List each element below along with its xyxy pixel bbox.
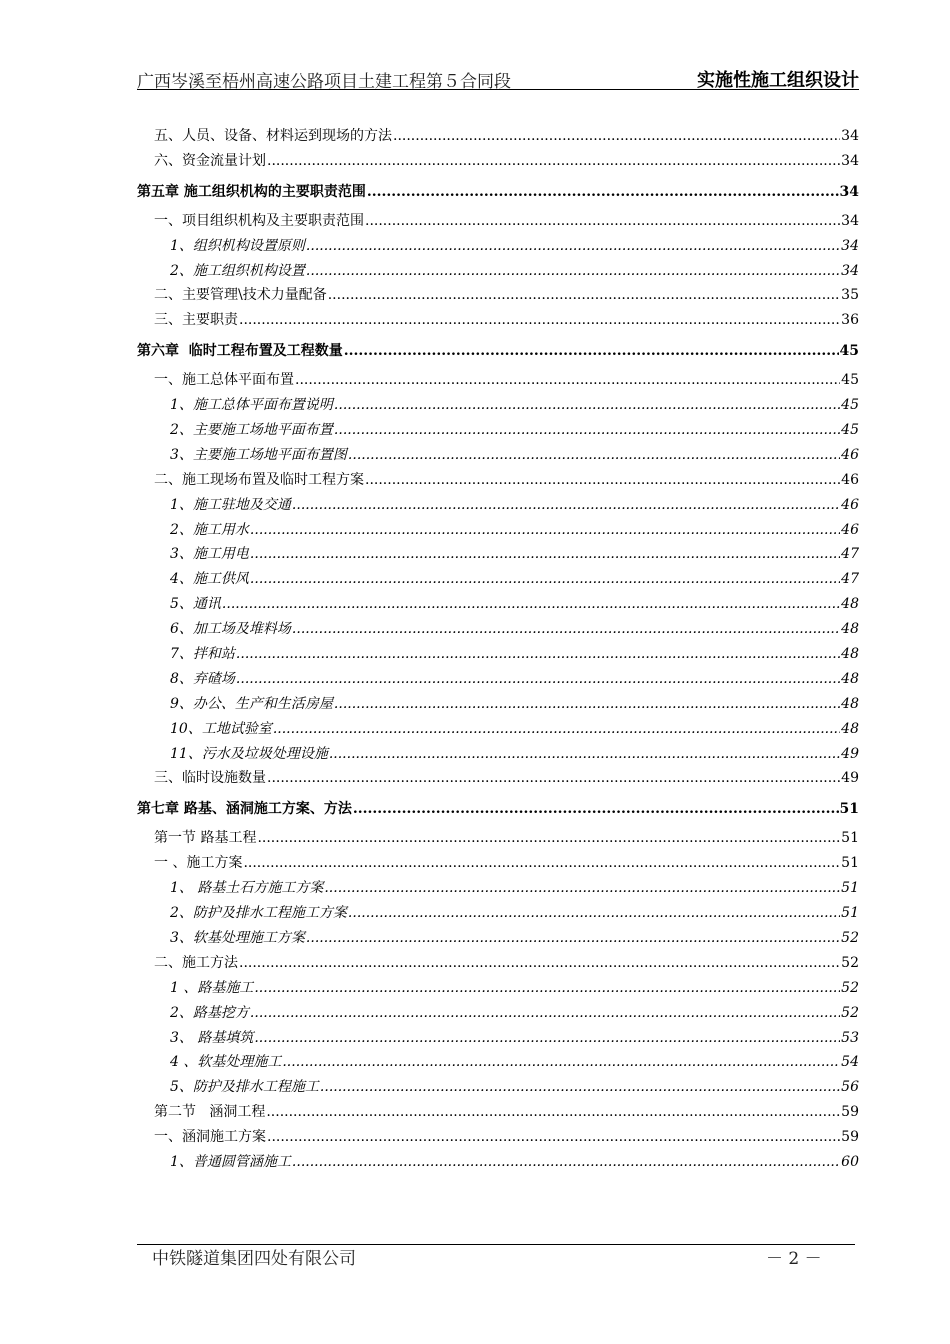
toc-dot-leader [236,642,840,667]
toc-entry-title: 3、主要施工场地平面布置图 [170,446,347,463]
toc-entry[interactable] [137,393,859,418]
toc-entry-title: 第二节 涵洞工程 [154,1104,266,1121]
toc-dot-leader [353,792,839,826]
toc-entry-page: 48 [841,621,859,638]
page-header [137,63,859,90]
toc-entry-title: 2、防护及排水工程施工方案 [170,905,347,922]
toc-entry[interactable] [137,518,859,543]
toc-entry-title: 二、施工方法 [154,954,238,971]
toc-entry[interactable] [137,368,859,393]
toc-entry-page: 45 [841,422,859,439]
toc-entry-title: 2、路基挖方 [170,1004,249,1021]
toc-entry-title: 第五章 施工组织机构的主要职责范围 [137,183,366,200]
toc-entry-page: 34 [839,183,859,200]
toc-dot-leader [306,259,840,284]
toc-dot-leader [266,1100,840,1125]
toc-entry-page: 46 [841,496,859,513]
toc-dot-leader [295,368,840,393]
toc-dot-leader [365,468,840,493]
toc-dot-leader [267,1125,840,1150]
toc-entry-title: 3、 路基填筑 [170,1029,254,1046]
toc-entry[interactable] [137,851,859,876]
toc-entry-title: 三、主要职责 [154,312,238,329]
toc-entry-title: 五、人员、设备、材料运到现场的方法 [154,128,392,144]
toc-entry-title: 5、防护及排水工程施工 [170,1079,319,1096]
toc-entry[interactable] [137,124,859,149]
toc-entry-page: 54 [841,1054,859,1071]
toc-dot-leader [334,393,840,418]
toc-entry-title: 1、组织机构设置原则 [170,237,305,254]
toc-entry-page: 34 [841,128,859,144]
toc-entry-page: 52 [841,979,859,996]
toc-entry-page: 35 [841,287,859,304]
toc-entry[interactable] [137,692,859,717]
toc-entry-page: 47 [841,546,859,563]
toc-entry[interactable] [137,1125,859,1150]
toc-entry-title: 2、施工组织机构设置 [170,262,305,279]
toc-entry-page: 48 [841,670,859,687]
toc-entry[interactable] [137,667,859,692]
toc-entry[interactable] [137,283,859,308]
toc-entry-page: 59 [841,1104,859,1121]
toc-dot-leader [306,926,840,951]
toc-entry-title: 一、项目组织机构及主要职责范围 [154,212,364,229]
toc-entry-title: 第七章 路基、涵洞施工方案、方法 [137,801,352,818]
toc-entry[interactable] [137,951,859,976]
toc-entry[interactable] [137,876,859,901]
toc-dot-leader [250,1001,840,1026]
toc-entry-page: 34 [841,152,859,169]
toc-dot-leader [222,592,840,617]
toc-entry-title: 4 、软基处理施工 [170,1054,282,1071]
toc-entry-page: 46 [841,446,859,463]
toc-entry-title: 8、弃碴场 [170,670,235,687]
toc-entry-page: 51 [841,855,859,872]
toc-entry-title: 二、施工现场布置及临时工程方案 [154,471,364,488]
toc-entry[interactable] [137,926,859,951]
toc-entry-title: 2、主要施工场地平面布置 [170,422,333,439]
toc-entry-page: 45 [841,372,859,389]
toc-entry[interactable] [137,259,859,284]
toc-entry-title: 三、临时设施数量 [154,770,266,787]
toc-dot-leader [254,1026,840,1051]
toc-entry[interactable] [137,1100,859,1125]
toc-dot-leader [348,901,840,926]
toc-entry-title: 一、涵洞施工方案 [154,1129,266,1146]
toc-entry[interactable] [137,418,859,443]
toc-entry[interactable] [137,542,859,567]
toc-entry[interactable] [137,1050,859,1075]
toc-entry-page: 34 [841,262,859,279]
toc-dot-leader [334,418,840,443]
toc-dot-leader [329,742,840,767]
toc-entry[interactable] [137,1075,859,1100]
toc-dot-leader [393,124,840,149]
toc-entry[interactable] [137,1026,859,1051]
toc-dot-leader [328,283,840,308]
toc-entry-page: 52 [841,1004,859,1021]
toc-entry-page: 59 [841,1129,859,1146]
toc-entry-page: 51 [841,880,859,897]
toc-entry-title: 六、资金流量计划 [154,152,266,169]
toc-entry[interactable] [137,209,859,234]
toc-entry-page: 53 [841,1029,859,1046]
toc-dot-leader [292,1150,840,1175]
toc-entry-title: 二、主要管理\技术力量配备 [154,287,327,304]
toc-dot-leader [324,876,840,901]
toc-dot-leader [306,234,840,259]
toc-dot-leader [365,209,840,234]
toc-dot-leader [254,976,840,1001]
toc-entry-page: 52 [841,929,859,946]
toc-entry-page: 36 [841,312,859,329]
toc-entry-page: 56 [841,1079,859,1096]
toc-entry[interactable] [137,443,859,468]
table-of-contents [137,124,859,1175]
toc-entry[interactable] [137,592,859,617]
toc-dot-leader [257,826,840,851]
toc-entry-page: 51 [839,801,859,818]
toc-dot-leader [348,443,840,468]
footer-company: 中铁隧道集团四处有限公司 [152,1249,356,1269]
toc-entry[interactable] [137,149,859,174]
toc-entry-title: 10、工地试验室 [170,720,272,737]
toc-entry-title: 第一节 路基工程 [154,830,257,847]
toc-entry-title: 11、污水及垃圾处理设施 [170,745,328,762]
toc-dot-leader [320,1075,840,1100]
toc-entry[interactable] [137,1150,859,1175]
toc-entry-page: 48 [841,646,859,663]
toc-entry-page: 51 [841,905,859,922]
toc-entry-page: 46 [841,471,859,488]
toc-entry-page: 48 [841,596,859,613]
toc-dot-leader [344,334,839,368]
toc-dot-leader [243,851,840,876]
toc-dot-leader [282,1050,840,1075]
toc-entry-title: 1、施工驻地及交通 [170,496,291,513]
toc-dot-leader [239,951,840,976]
toc-chapter-entry[interactable] [137,792,859,826]
toc-entry-title: 7、拌和站 [170,646,235,663]
toc-entry-title: 1、 路基土石方施工方案 [170,880,324,897]
toc-entry-title: 1、施工总体平面布置说明 [170,397,333,414]
toc-entry-page: 52 [841,954,859,971]
toc-dot-leader [250,542,840,567]
toc-dot-leader [236,667,840,692]
toc-dot-leader [267,149,840,174]
toc-dot-leader [250,518,840,543]
toc-dot-leader [292,493,840,518]
toc-entry-page: 51 [841,830,859,847]
toc-entry-page: 49 [841,745,859,762]
toc-entry-page: 34 [841,237,859,254]
toc-entry-page: 48 [841,695,859,712]
header-project-title: 广西岑溪至梧州高速公路项目土建工程第５合同段 [137,72,511,92]
toc-dot-leader [267,766,840,791]
toc-dot-leader [334,692,840,717]
toc-entry-title: 第六章 临时工程布置及工程数量 [137,343,343,360]
toc-entry[interactable] [137,826,859,851]
toc-entry-title: 1、普通圆管涵施工 [170,1153,291,1170]
toc-entry-page: 45 [841,397,859,414]
toc-entry-title: 3、施工用电 [170,546,249,563]
toc-entry-page: 34 [841,212,859,229]
toc-entry-page: 47 [841,571,859,588]
toc-entry-title: 5、通讯 [170,596,221,613]
toc-entry-page: 48 [841,720,859,737]
toc-entry[interactable] [137,493,859,518]
toc-entry[interactable] [137,617,859,642]
toc-entry[interactable] [137,742,859,767]
toc-entry-page: 46 [841,521,859,538]
toc-entry-title: 9、办公、生产和生活房屋 [170,695,333,712]
toc-entry-page: 60 [841,1153,859,1170]
toc-entry[interactable] [137,717,859,742]
toc-entry[interactable] [137,642,859,667]
toc-entry-page: 45 [839,343,859,360]
header-document-title: 实施性施工组织设计 [697,70,859,91]
toc-entry[interactable] [137,766,859,791]
toc-entry[interactable] [137,976,859,1001]
toc-entry-title: 一、施工总体平面布置 [154,372,294,389]
toc-entry[interactable] [137,567,859,592]
toc-entry-title: 6、加工场及堆料场 [170,621,291,638]
toc-entry[interactable] [137,308,859,333]
toc-dot-leader [250,567,840,592]
toc-dot-leader [273,717,840,742]
toc-dot-leader [367,175,839,209]
toc-entry[interactable] [137,234,859,259]
toc-entry[interactable] [137,468,859,493]
toc-entry-page: 49 [841,770,859,787]
toc-dot-leader [292,617,840,642]
toc-entry-title: 3、软基处理施工方案 [170,929,305,946]
footer-page-number: － 2 － [766,1249,822,1269]
toc-entry-title: 一 、施工方案 [154,855,243,872]
toc-chapter-entry[interactable] [137,175,859,209]
toc-entry[interactable] [137,1001,859,1026]
toc-entry-title: 1 、路基施工 [170,979,254,996]
toc-entry-title: 2、施工用水 [170,521,249,538]
toc-chapter-entry[interactable] [137,334,859,368]
toc-entry[interactable] [137,901,859,926]
toc-entry-title: 4、施工供风 [170,571,249,588]
toc-dot-leader [239,308,840,333]
